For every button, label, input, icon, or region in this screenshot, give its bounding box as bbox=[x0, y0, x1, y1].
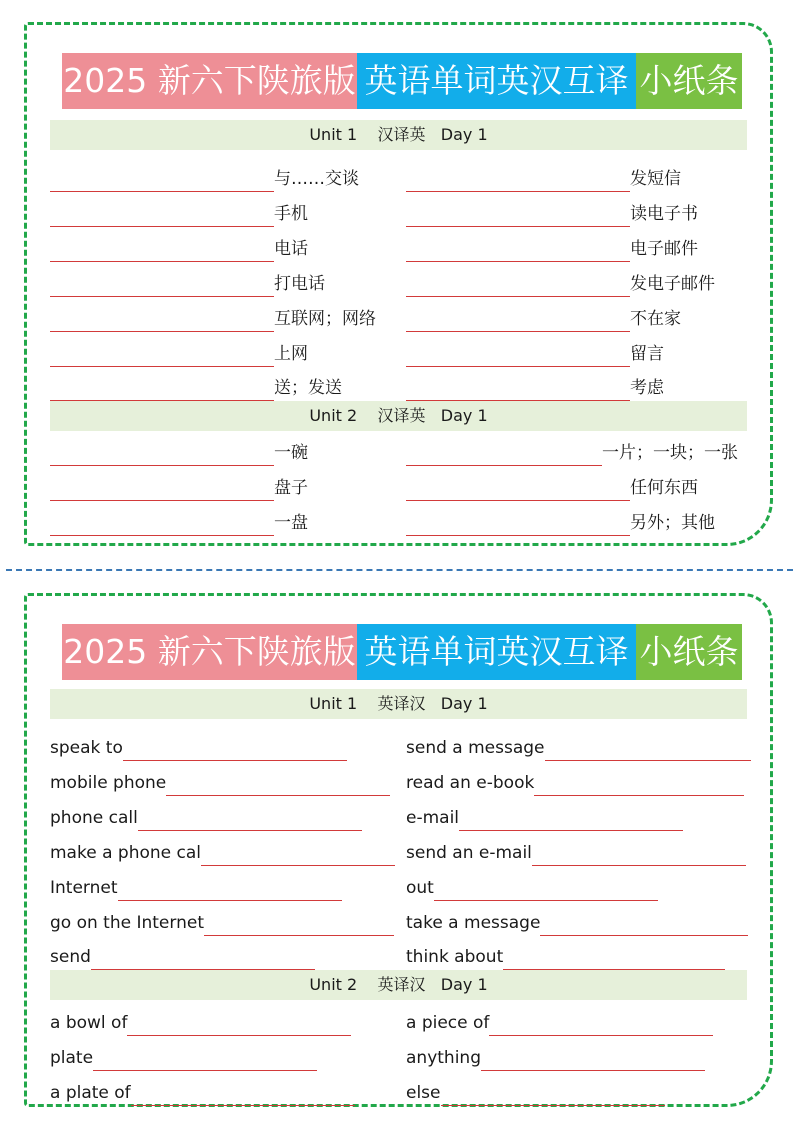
answer-blank[interactable] bbox=[406, 309, 630, 332]
en-item: a plate of bbox=[50, 1072, 390, 1106]
answer-blank[interactable] bbox=[406, 478, 630, 501]
en-item: plate bbox=[50, 1037, 390, 1071]
answer-blank[interactable] bbox=[406, 204, 630, 227]
en-item: think about bbox=[406, 936, 748, 970]
answer-blank[interactable] bbox=[406, 513, 630, 536]
title-part-edition: 2025 新六下陕旅版 bbox=[62, 53, 357, 109]
answer-blank[interactable] bbox=[138, 808, 362, 831]
answer-blank[interactable] bbox=[50, 169, 274, 192]
word-row bbox=[50, 1037, 747, 1071]
en-item: read an e-book bbox=[406, 762, 748, 796]
answer-blank[interactable] bbox=[406, 378, 630, 401]
answer-blank[interactable] bbox=[481, 1048, 705, 1071]
answer-blank[interactable] bbox=[118, 878, 342, 901]
word-row bbox=[50, 228, 747, 262]
answer-blank[interactable] bbox=[91, 947, 315, 970]
answer-blank[interactable] bbox=[489, 1013, 713, 1036]
word-row bbox=[50, 867, 747, 901]
word-row bbox=[50, 502, 747, 536]
word-row bbox=[50, 727, 747, 761]
answer-blank[interactable] bbox=[406, 344, 630, 367]
cn-item: 一碗 bbox=[50, 432, 390, 466]
answer-blank[interactable] bbox=[534, 773, 744, 796]
answer-blank[interactable] bbox=[50, 513, 274, 536]
cn-item: 留言 bbox=[406, 333, 748, 367]
unit-1-heading: Unit 1 英译汉 Day 1 bbox=[50, 689, 747, 719]
cn-item: 读电子书 bbox=[406, 193, 748, 227]
cn-item: 上网 bbox=[50, 333, 390, 367]
answer-blank[interactable] bbox=[50, 204, 274, 227]
word-row bbox=[50, 432, 747, 466]
cn-item: 不在家 bbox=[406, 298, 748, 332]
en-item: a piece of bbox=[406, 1002, 748, 1036]
answer-blank[interactable] bbox=[201, 843, 395, 866]
word-row bbox=[50, 936, 747, 970]
word-row bbox=[50, 902, 747, 936]
en-item: else bbox=[406, 1072, 748, 1106]
en-item: go on the Internet bbox=[50, 902, 390, 936]
title-part-subject: 英语单词英汉互译 bbox=[357, 624, 636, 680]
word-row bbox=[50, 762, 747, 796]
answer-blank[interactable] bbox=[50, 344, 274, 367]
en-item: send an e-mail bbox=[406, 832, 748, 866]
cn-item: 发电子邮件 bbox=[406, 263, 748, 297]
word-row bbox=[50, 263, 747, 297]
en-item: speak to bbox=[50, 727, 390, 761]
answer-blank[interactable] bbox=[406, 239, 630, 262]
answer-blank[interactable] bbox=[434, 878, 658, 901]
unit-2-heading: Unit 2 英译汉 Day 1 bbox=[50, 970, 747, 1000]
cn-item: 考虑 bbox=[406, 367, 748, 401]
cn-item: 另外；其他 bbox=[406, 502, 748, 536]
cut-line-divider bbox=[6, 569, 793, 571]
cn-item: 发短信 bbox=[406, 158, 748, 192]
title-part-subject: 英语单词英汉互译 bbox=[357, 53, 636, 109]
answer-blank[interactable] bbox=[50, 378, 274, 401]
unit-1-heading: Unit 1 汉译英 Day 1 bbox=[50, 120, 747, 150]
answer-blank[interactable] bbox=[50, 239, 274, 262]
answer-blank[interactable] bbox=[50, 274, 274, 297]
cn-item: 电子邮件 bbox=[406, 228, 748, 262]
en-item: anything bbox=[406, 1037, 748, 1071]
cn-item: 互联网；网络 bbox=[50, 298, 390, 332]
title-part-edition: 2025 新六下陕旅版 bbox=[62, 624, 357, 680]
answer-blank[interactable] bbox=[545, 738, 751, 761]
cn-item: 电话 bbox=[50, 228, 390, 262]
cn-item: 打电话 bbox=[50, 263, 390, 297]
unit-2-heading: Unit 2 汉译英 Day 1 bbox=[50, 401, 747, 431]
word-row bbox=[50, 193, 747, 227]
word-row bbox=[50, 158, 747, 192]
word-row bbox=[50, 367, 747, 401]
answer-blank[interactable] bbox=[127, 1013, 351, 1036]
en-item: take a message bbox=[406, 902, 748, 936]
title-part-slip: 小纸条 bbox=[636, 53, 742, 109]
answer-blank[interactable] bbox=[50, 443, 274, 466]
answer-blank[interactable] bbox=[406, 169, 630, 192]
cn-item: 一盘 bbox=[50, 502, 390, 536]
cn-item: 一片；一块；一张 bbox=[406, 432, 748, 466]
en-item: out bbox=[406, 867, 748, 901]
en-item: mobile phone bbox=[50, 762, 390, 796]
title-banner bbox=[62, 624, 742, 680]
word-row bbox=[50, 467, 747, 501]
cn-item: 手机 bbox=[50, 193, 390, 227]
answer-blank[interactable] bbox=[540, 913, 748, 936]
answer-blank[interactable] bbox=[503, 947, 725, 970]
answer-blank[interactable] bbox=[459, 808, 683, 831]
answer-blank[interactable] bbox=[131, 1083, 355, 1106]
title-part-slip: 小纸条 bbox=[636, 624, 742, 680]
en-item: send a message bbox=[406, 727, 748, 761]
answer-blank[interactable] bbox=[50, 478, 274, 501]
answer-blank[interactable] bbox=[441, 1083, 665, 1106]
cn-item: 与……交谈 bbox=[50, 158, 390, 192]
word-row bbox=[50, 1002, 747, 1036]
answer-blank[interactable] bbox=[166, 773, 390, 796]
answer-blank[interactable] bbox=[406, 443, 602, 466]
answer-blank[interactable] bbox=[93, 1048, 317, 1071]
word-row bbox=[50, 298, 747, 332]
answer-blank[interactable] bbox=[50, 309, 274, 332]
word-row bbox=[50, 333, 747, 367]
answer-blank[interactable] bbox=[532, 843, 746, 866]
title-banner bbox=[62, 53, 742, 109]
cn-item: 盘子 bbox=[50, 467, 390, 501]
worksheet-card-en-to-cn bbox=[24, 593, 773, 1107]
answer-blank[interactable] bbox=[406, 274, 630, 297]
en-item: a bowl of bbox=[50, 1002, 390, 1036]
answer-blank[interactable] bbox=[123, 738, 347, 761]
word-row bbox=[50, 832, 747, 866]
answer-blank[interactable] bbox=[204, 913, 394, 936]
worksheet-card-cn-to-en bbox=[24, 22, 773, 546]
cn-item: 任何东西 bbox=[406, 467, 748, 501]
en-item: make a phone cal bbox=[50, 832, 390, 866]
en-item: Internet bbox=[50, 867, 390, 901]
en-item: send bbox=[50, 936, 390, 970]
word-row bbox=[50, 1072, 747, 1106]
word-row bbox=[50, 797, 747, 831]
en-item: phone call bbox=[50, 797, 390, 831]
cn-item: 送；发送 bbox=[50, 367, 390, 401]
en-item: e-mail bbox=[406, 797, 748, 831]
